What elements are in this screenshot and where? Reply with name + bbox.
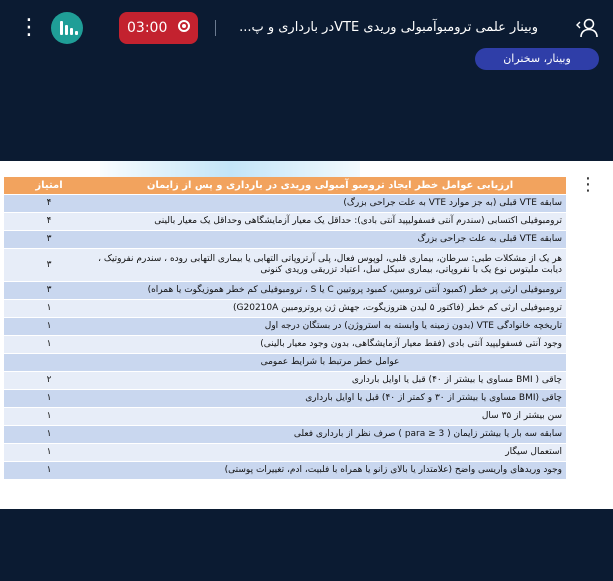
slide-decoration (100, 161, 360, 177)
score-cell (4, 354, 94, 372)
table-row (4, 213, 566, 231)
table-row (4, 282, 566, 300)
score-cell: ۱ (4, 390, 94, 408)
table-row (4, 231, 566, 249)
kebab-menu-icon[interactable]: ⋮ (18, 15, 40, 40)
score-cell: ۱ (4, 426, 94, 444)
factor-cell: وجود وریدهای واریسی واضح (علامتدار یا بالای زانو یا همراه با فلبیت، ادم، تغییرات پوستی) (94, 462, 566, 480)
factor-cell: سابقه VTE قبلی (به جز موارد VTE به علت جراحی بزرگ) (94, 195, 566, 213)
factor-cell: ترومبوفیلی ارثی پر خطر (کمبود آنتی ترومبین، کمبود پروتیین C یا S ، ترومبوفیلی کم خطر هموزیگوت یا همراه) (94, 282, 566, 300)
factor-cell: چاقی ( BMI مساوی یا بیشتر از ۴۰) قبل یا اوایل بارداری (94, 372, 566, 390)
factor-cell: ترومبوفیلی ارثی کم خطر (فاکتور ۵ لیدن هتروزیگوت، جهش ژن پروترومبین G20210A) (94, 300, 566, 318)
header-factor: ارزیابی عوامل خطر ایجاد ترومبو آمبولی وریدی در بارداری و پس از زایمان (94, 177, 566, 195)
webinar-title: وبینار علمی ترومبوآمبولی وریدی VTEدر بارداری و پ... (239, 20, 538, 35)
record-icon (178, 20, 190, 32)
score-cell: ۱ (4, 300, 94, 318)
score-cell: ۳ (4, 249, 94, 282)
score-cell: ۱ (4, 408, 94, 426)
score-cell: ۲ (4, 372, 94, 390)
user-return-icon[interactable] (575, 16, 601, 40)
subheader-cell: عوامل خطر مرتبط با شرایط عمومی (94, 354, 566, 372)
timer-text: 03:00 (127, 20, 168, 36)
table-row (4, 300, 566, 318)
score-cell: ۱ (4, 444, 94, 462)
factor-cell: سابقه VTE قبلی به علت جراحی بزرگ (94, 231, 566, 249)
score-cell: ۱ (4, 336, 94, 354)
top-bar (0, 0, 613, 80)
factor-cell: هر یک از مشکلات طبی: سرطان، بیماری قلبی، لوپوس فعال، پلی آرتروپاتی التهابی یا بیماری التهابی روده ، سندرم نفروتیک ، دیابت ملیتوس نوع یک با نفروپاتی، بیماری سیکل سل، اعتیاد تزریقی وریدی کنونی (94, 249, 566, 282)
score-cell: ۳ (4, 231, 94, 249)
table-row (4, 372, 566, 390)
factor-cell: چاقی (BMI مساوی یا بیشتر از ۳۰ و کمتر از ۴۰) قبل یا اوایل بارداری (94, 390, 566, 408)
table-row (4, 318, 566, 336)
table-header-row (4, 177, 566, 195)
table-row (4, 336, 566, 354)
score-cell: ۳ (4, 282, 94, 300)
score-cell: ۱ (4, 462, 94, 480)
shared-slide (0, 161, 613, 509)
role-badge[interactable]: وبینار، سخنران (475, 48, 599, 70)
table-row (4, 444, 566, 462)
table-subheader-row (4, 354, 566, 372)
divider (215, 20, 216, 36)
factor-cell: استعمال سیگار (94, 444, 566, 462)
table-row (4, 249, 566, 282)
header-score: امتیاز (4, 177, 94, 195)
bar-chart-logo-icon[interactable] (51, 12, 83, 44)
table-row (4, 390, 566, 408)
score-cell: ۱ (4, 318, 94, 336)
factor-cell: وجود آنتی فسفولیپید آنتی بادی (فقط معیار آزمایشگاهی، بدون وجود معیار بالینی) (94, 336, 566, 354)
table-row (4, 408, 566, 426)
factor-cell: سن بیشتر از ۳۵ سال (94, 408, 566, 426)
table-row (4, 426, 566, 444)
slide-options-kebab-icon[interactable]: ⋮ (579, 174, 597, 195)
factor-cell: تاریخچه خانوادگی VTE (بدون زمینه یا وابسته به استروژن) در بستگان درجه اول (94, 318, 566, 336)
factor-cell: سابقه سه بار یا بیشتر زایمان ( para ≥ 3 ) صرف نظر از بارداری فعلی (94, 426, 566, 444)
table-row (4, 195, 566, 213)
table-row (4, 462, 566, 480)
factor-cell: ترومبوفیلی اکتسابی (سندرم آنتی فسفولیپید آنتی بادی): حداقل یک معیار آزمایشگاهی وحداقل یک معیار بالینی (94, 213, 566, 231)
score-cell: ۴ (4, 195, 94, 213)
risk-factor-table (4, 177, 566, 480)
score-cell: ۴ (4, 213, 94, 231)
recording-timer-button[interactable] (119, 12, 198, 44)
